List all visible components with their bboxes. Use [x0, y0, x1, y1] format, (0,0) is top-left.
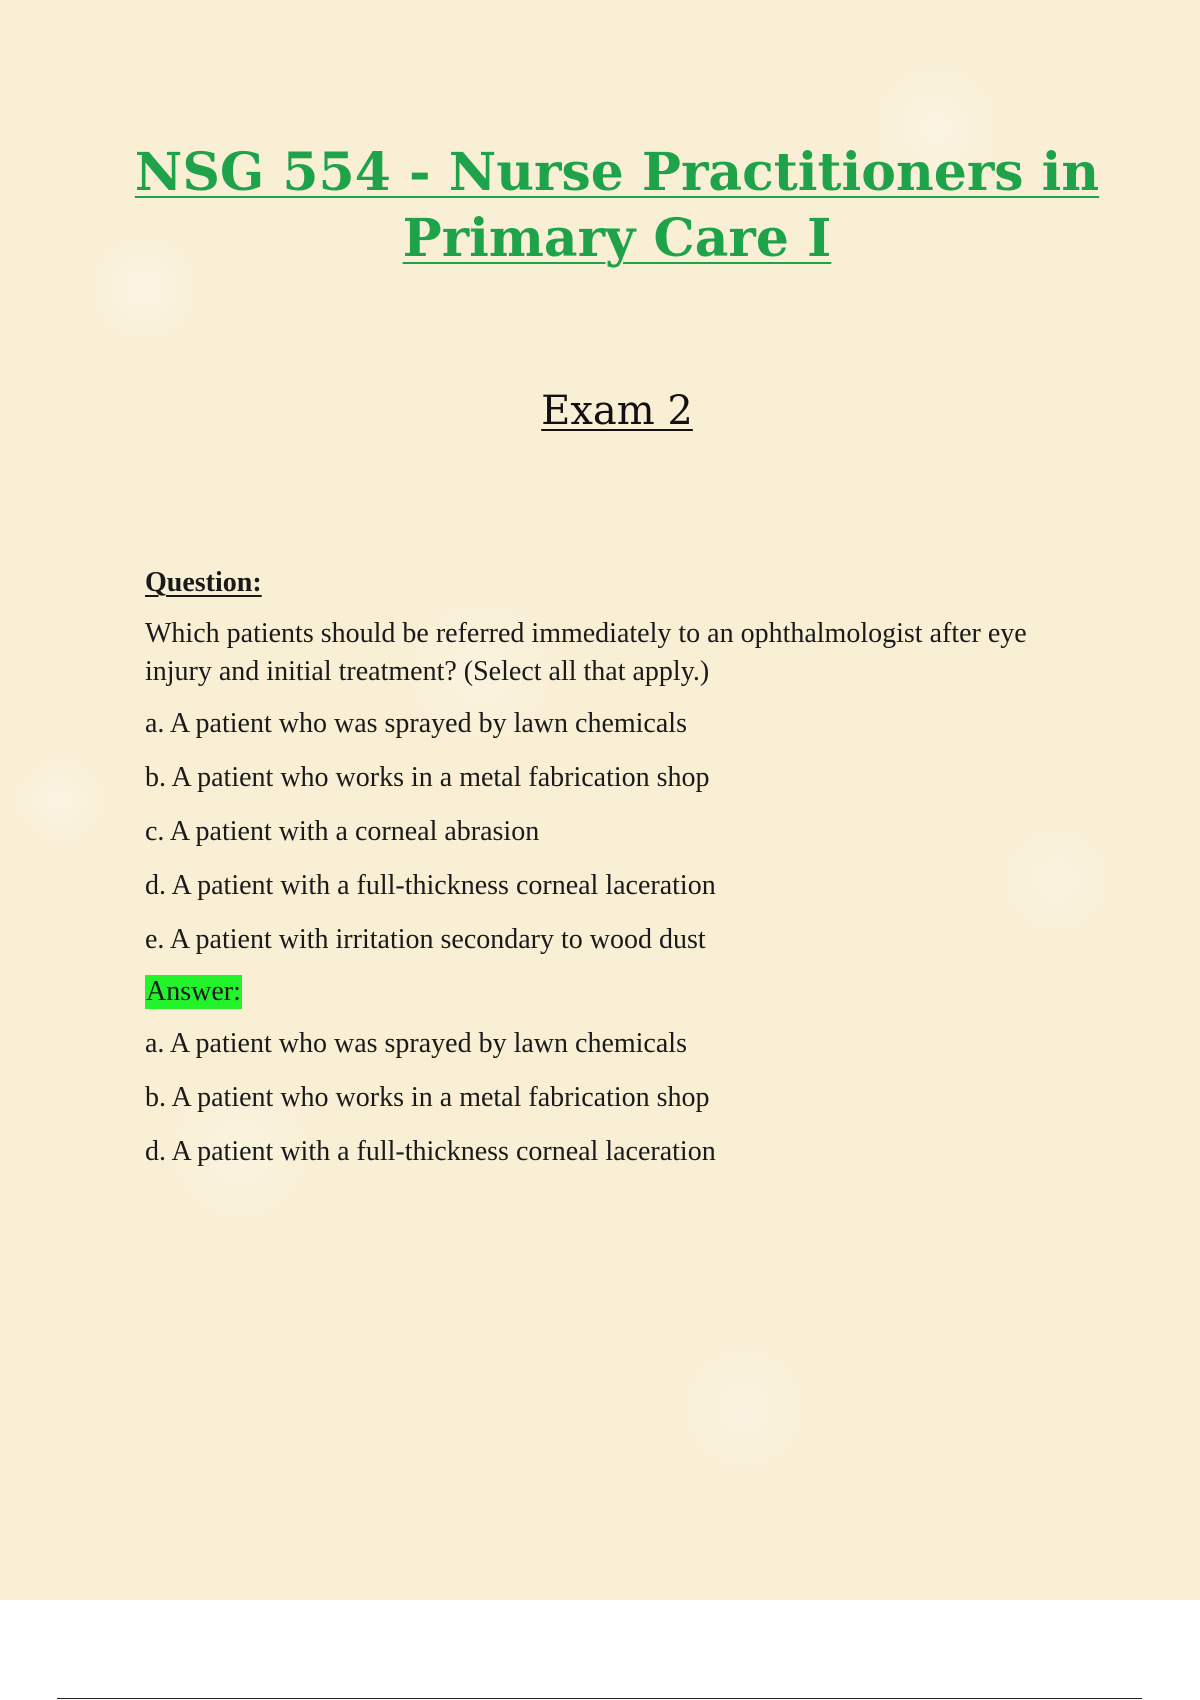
exam-title: Exam 2	[541, 388, 693, 434]
answer-item-a: a. A patient who was sprayed by lawn chemicals	[145, 1028, 687, 1059]
course-title: NSG 554 - Nurse Practitioners in Primary Care I	[134, 142, 1100, 269]
answer-item-d: d. A patient with a full-thickness corneal laceration	[145, 1136, 716, 1167]
answer-label: Answer:	[146, 976, 241, 1007]
question-block	[145, 565, 1095, 1187]
answer-item-b: b. A patient who works in a metal fabrication shop	[145, 1082, 710, 1113]
footer-divider	[57, 1698, 1142, 1699]
question-label: Question:	[145, 567, 262, 598]
option-c: c. A patient with a corneal abrasion	[145, 816, 540, 847]
option-a: a. A patient who was sprayed by lawn chemicals	[145, 708, 687, 739]
option-e: e. A patient with irritation secondary to wood dust	[145, 924, 706, 955]
answer-label-row	[145, 975, 1095, 1025]
option-d: d. A patient with a full-thickness corneal laceration	[145, 870, 716, 901]
option-b: b. A patient who works in a metal fabrication shop	[145, 762, 710, 793]
question-text: Which patients should be referred immediately to an ophthalmologist after eye injury and initial treatment? (Select all that apply.)	[145, 618, 1027, 687]
